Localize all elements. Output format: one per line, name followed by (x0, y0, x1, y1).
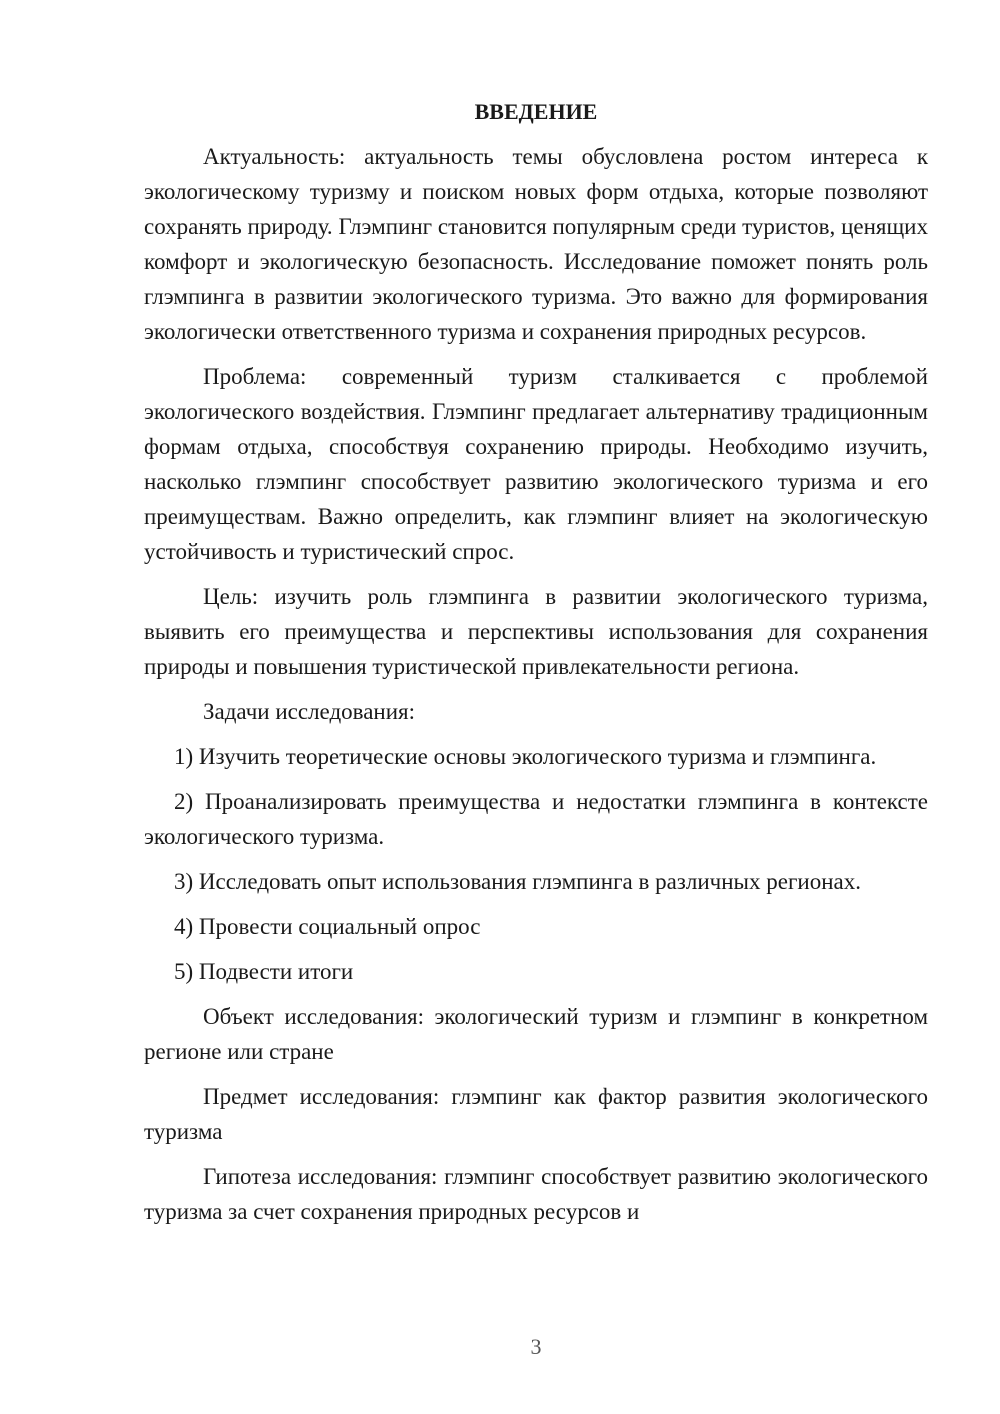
task-item: 4) Провести социальный опрос (174, 914, 481, 939)
paragraph-object: Объект исследования: экологический туризм и глэмпинг в конкретном регионе или стране (144, 1004, 928, 1064)
page-content (144, 94, 928, 1239)
page-number: 3 (530, 1334, 542, 1359)
paragraph-subject: Предмет исследования: глэмпинг как фактор развития экологического туризма (144, 1084, 928, 1144)
task-item: 3) Исследовать опыт использования глэмпинга в различных регионах. (174, 869, 861, 894)
tasks-heading: Задачи исследования: (203, 699, 416, 724)
task-item: 2) Проанализировать преимущества и недостатки глэмпинга в контексте экологического туризма. (144, 789, 928, 849)
section-title: ВВЕДЕНИЕ (474, 99, 598, 124)
paragraph-hypothesis: Гипотеза исследования: глэмпинг способствует развитию экологического туризма за счет сохранения природных ресурсов и (144, 1164, 928, 1224)
paragraph-goal: Цель: изучить роль глэмпинга в развитии экологического туризма, выявить его преимущества и перспективы использования для сохранения природы и повышения туристической привлекательности региона. (144, 584, 928, 679)
paragraph-problem: Проблема: современный туризм сталкивается с проблемой экологического воздействия. Глэмпинг предлагает альтернативу традиционным формам отдыха, способствуя сохранению природы. Необходимо изучить, насколько глэмпинг способствует развитию экологического туризма и его преимуществам. Важно определить, как глэмпинг влияет на экологическую устойчивость и туристический спрос. (144, 364, 928, 564)
task-item: 1) Изучить теоретические основы экологического туризма и глэмпинга. (174, 744, 877, 769)
task-item: 5) Подвести итоги (174, 959, 354, 984)
paragraph-relevance: Актуальность: актуальность темы обусловлена ростом интереса к экологическому туризму и поиском новых форм отдыха, которые позволяют сохранять природу. Глэмпинг становится популярным среди туристов, ценящих комфорт и экологическую безопасность. Исследование поможет понять роль глэмпинга в развитии экологического туризма. Это важно для формирования экологически ответственного туризма и сохранения природных ресурсов. (144, 144, 928, 344)
